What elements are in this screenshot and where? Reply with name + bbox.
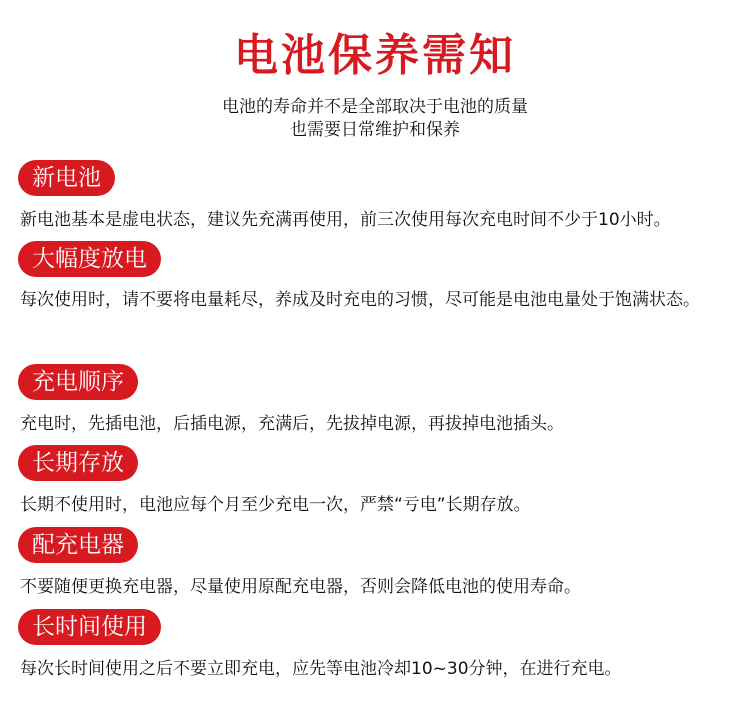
page-title: 电池保养需知 — [234, 30, 516, 81]
section-tag-charging-order: 充电顺序 — [18, 364, 138, 400]
section-text-long-storage: 长期不使用时，电池应每个月至少充电一次，严禁“亏电”长期存放。 — [20, 495, 531, 515]
section-text-long-use: 每次长时间使用之后不要立即充电，应先等电池冷却10~30分钟，在进行充电。 — [20, 659, 622, 679]
section-text-original-charger: 不要随便更换充电器，尽量使用原配充电器，否则会降低电池的使用寿命。 — [20, 577, 581, 597]
section-tag-long-use: 长时间使用 — [18, 609, 161, 645]
subtitle-line-2: 也需要日常维护和保养 — [290, 120, 460, 140]
section-text-deep-discharge: 每次使用时，请不要将电量耗尽，养成及时充电的习惯，尽可能是电池电量处于饱满状态。 — [20, 290, 700, 310]
section-tag-new-battery: 新电池 — [18, 160, 115, 196]
section-tag-original-charger: 配充电器 — [18, 527, 138, 563]
section-tag-long-storage: 长期存放 — [18, 445, 138, 481]
section-text-new-battery: 新电池基本是虚电状态，建议先充满再使用，前三次使用每次充电时间不少于10小时。 — [20, 210, 671, 230]
subtitle-line-1: 电池的寿命并不是全部取决于电池的质量 — [222, 97, 528, 117]
section-tag-deep-discharge: 大幅度放电 — [18, 241, 161, 277]
section-text-charging-order: 充电时，先插电池，后插电源，充满后，先拔掉电源，再拔掉电池插头。 — [20, 414, 564, 434]
